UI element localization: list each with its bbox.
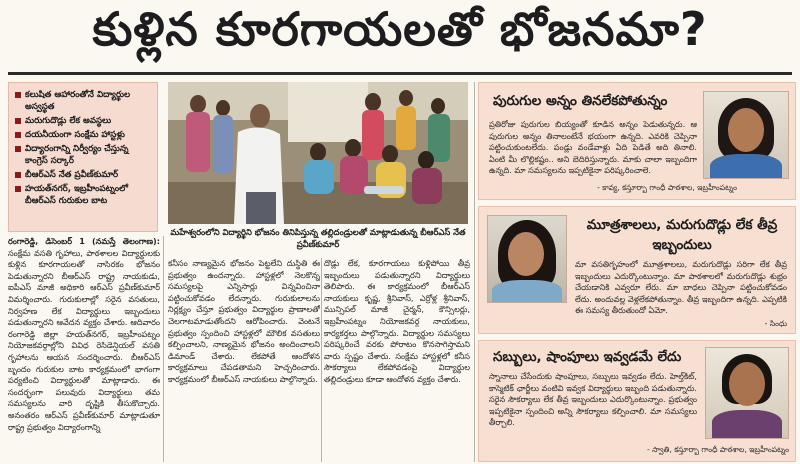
sidebar-title: సబ్బులు, షాంపూలు ఇవ్వడమే లేదు [493,349,682,365]
bullet-icon [15,132,21,138]
news-photo [168,82,468,224]
highlight-text: హయత్‌నగర్, ఇబ్రహీంపట్నంలో బీఆర్ఎస్ గురుకుల బాట [25,184,128,206]
portrait-photo [705,347,789,439]
highlight-text: మరుగుదొడ్లు లేక అవస్థలు [25,116,112,126]
page-headline: కుళ్లిన కూరగాయలతో భోజనమా? [92,2,708,56]
highlight-text: విద్యారంగాన్ని నిర్వీర్యం చేస్తున్న కాంగ్రెస్ సర్కార్ [25,144,129,166]
sidebar-box-1 [478,82,796,200]
highlight-text: కలుషిత ఆహారంతోనే విద్యార్థుల అస్వస్థత [25,90,131,112]
article-dateline: రంగారెడ్డి, డిసెంబర్ 1 (నమస్తే తెలంగాణ): [8,236,160,246]
highlight-item [15,89,153,113]
article-text: సంక్షేమ వసతి గృహాలు, పాఠశాలల విద్యార్థులకు కుళ్లిన కూరగాయలతో నాసిరకం భోజనం పెడుతున్నారని బీఆర్ఎస్ రాష్ట్ర నాయకుడు, ఐపీఎస్ మాజీ అధికారి ఆర్ఎస్ ప్రవీణ్‌కుమార్ విమర్శించారు. గురుకులాల్లో సరైన వసతులు, నిర్వహణ లేక విద్యార్థులు ఇబ్బందులు పడుతున్నారని ఆవేదన వ్యక్తం చేశారు. ఆదివారం రంగారెడ్డి జిల్లా హయత్‌నగర్, ఇబ్రహీంపట్నం నియోజకవర్గాల్లోని వివిధ రెసిడెన్షియల్ వసతి గృహాలను ఆయన సందర్శించారు. బీఆర్ఎస్ బృందం గురుకుల బాట కార్యక్రమంలో భాగంగా పర్యటించి విద్యార్థులతో మాట్లాడారు. ఈ సందర్భంగా పలువురు విద్యార్థులు తమ సమస్యలను వారి దృష్టికి తీసుకొచ్చారు. అనంతరం ఆర్ఎస్ ప్రవీణ్‌కుమార్ మాట్లాడుతూ రాష్ట్ర ప్రభుత్వం విద్యారంగాన్ని [8,247,160,432]
highlight-item [15,169,153,181]
headline-rule [8,72,792,75]
column-divider [474,82,475,462]
highlight-item [15,143,153,167]
bullet-icon [15,146,21,152]
column-divider [321,258,322,462]
sidebar-box-2 [478,206,796,334]
photo-caption: మహేశ్వరంలోని విద్యార్థిని భోజనం తినిపిస్తున్న తల్లిదండ్రులతో మాట్లాడుతున్న బీఆర్ఎస్ నేత ప్రవీణ్‌కుమార్ [170,227,466,249]
sidebar-text: స్నానాలు చేసేందుకు షాంపూలు, సబ్బులు ఇవ్వడం లేదు. హెల్త్‌కిట్, కాస్మెటిక్ ఛార్జీలు వంటివి ఇవ్వక విద్యార్థులు ఇబ్బంది పడుతున్నారు. సరైన సౌకర్యాలు లేక తీవ్ర ఇబ్బందులు ఎదుర్కొంటున్నాం. ప్రభుత్వం ఇప్పటికైనా స్పందించి అన్ని సౌకర్యాలు కల్పించాలి. మా సమస్యలు తీర్చాలి. [489,371,697,428]
column-divider [163,236,164,462]
article-column-3: దొడ్లు లేక, కూరగాయలు కుళ్లిపోయి తీవ్ర ఇబ్బందులు పడుతున్నారని విద్యార్థులు తెలిపారు. ఈ కార్యక్రమంలో బీఆర్ఎస్ నాయకులు కృష్ణ, శ్రీనివాస్, ఎర్రోళ్ల శ్రీనివాస్, మున్సిపల్ మాజీ చైర్మన్, కౌన్సిలర్లు, ఇబ్రహీంపట్నం నియోజకవర్గ నాయకులు, కార్యకర్తలు పాల్గొన్నారు. విద్యార్థుల సమస్యలు పరిష్కరించే వరకు పోరాటం కొనసాగిస్తామని వారు స్పష్టం చేశారు. సంక్షేమ హాస్టళ్లలో కనీస సౌకర్యాలు లేకపోవడంపై విద్యార్థుల తల్లిదండ్రులు కూడా ఆందోళన వ్యక్తం చేశారు. [324,258,470,384]
highlights-box [8,82,158,232]
highlight-item [15,115,153,127]
bullet-icon [15,186,21,192]
highlight-item [15,183,153,207]
portrait-photo [487,215,567,303]
highlight-text: దయనీయంగా సంక్షేమ హాస్టళ్లు [25,130,125,140]
sidebar-signature: - స్వాతి, కస్తూర్బా గాంధీ పాఠశాల, ఇబ్రహీంపట్నం [646,445,789,454]
portrait-photo [703,91,789,179]
highlight-item [15,129,153,141]
article-column-2: కనీసం నాణ్యమైన భోజనం పెట్టలేని దుస్థితి ఈ ప్రభుత్వం ఉందన్నారు. హాస్టళ్లలో నెలకొన్న సమస్యలపై ఎన్నిసార్లు విన్నవించినా పట్టించుకోవడం లేదన్నారు. గురుకులాలను నిర్లక్ష్యం చేస్తూ ప్రభుత్వం విద్యార్థుల ప్రాణాలతో చెలగాటమాడుతోందని ఆరోపించారు. వెంటనే ప్రభుత్వం స్పందించి హాస్టళ్లలో మౌలిక వసతులు కల్పించాలని, నాణ్యమైన భోజనం అందించాలని డిమాండ్ చేశారు. లేకపోతే ఆందోళన కార్యక్రమాలు చేపడతామని హెచ్చరించారు. కార్యక్రమంలో బీఆర్ఎస్ నాయకులు పాల్గొన్నారు. [168,258,320,384]
sidebar-signature: - కావ్య, కస్తూర్బా గాంధీ పాఠశాల, ఇబ్రహీంపట్నం [597,183,737,192]
highlight-text: బీఆర్ఎస్ నేత ప్రవీణ్‌కుమార్ [25,170,119,180]
sidebar-signature: - సింధు [764,319,787,328]
article-column-1 [8,236,160,462]
sidebar-box-3 [478,340,796,462]
photo-illustration [168,82,468,224]
sidebar-title: మూత్రశాలలు, మరుగుదొడ్లు లేక తీవ్ర ఇబ్బందులు [586,217,778,253]
sidebar-text: ప్రతిరోజు పురుగుల బియ్యంతో కూడిన అన్నం పెడుతున్నరు. ఆ పురుగుల అన్నం తినాలంటేనే భయంగా ఉన్నది. ఎవరికి చెప్పినా పట్టించుకుంటలేదు. పండ్లు వండేవాళ్లు ఏది పెడితే అది తినాలి. ఏంటి మీ లొల్లికష్టం.. అని బెదిరిస్తున్నారు. మాకు చాలా ఇబ్బందిగా ఉన్నది. మా సమస్యలను ఇప్పటికైనా పరిష్కరించాలె. [489,119,697,176]
bullet-icon [15,172,21,178]
bullet-icon [15,118,21,124]
bullet-icon [15,92,21,98]
sidebar-title: పురుగుల అన్నం తినలేకపోతున్నం [493,93,668,109]
sidebar-text: మా వసతిగృహంలో మూత్రశాలలు, మరుగుదొడ్లు సరిగా లేక తీవ్ర ఇబ్బందులు ఎదుర్కొంటున్నాం. మా పాఠశాలలో మరుగుదొడ్లు శుభ్రం చేయడానికి ఎవ్వరూ లేరు. మా బాధలు చెప్పినా పట్టించుకోవడం లేదు. అందువల్ల వెళ్లలేకపోతున్నాం. తీవ్ర ఇబ్బందిగా ఉన్నది. ఎప్పటికి ఈ సమస్య తీరుతుందో ఏమో. [575,259,787,316]
